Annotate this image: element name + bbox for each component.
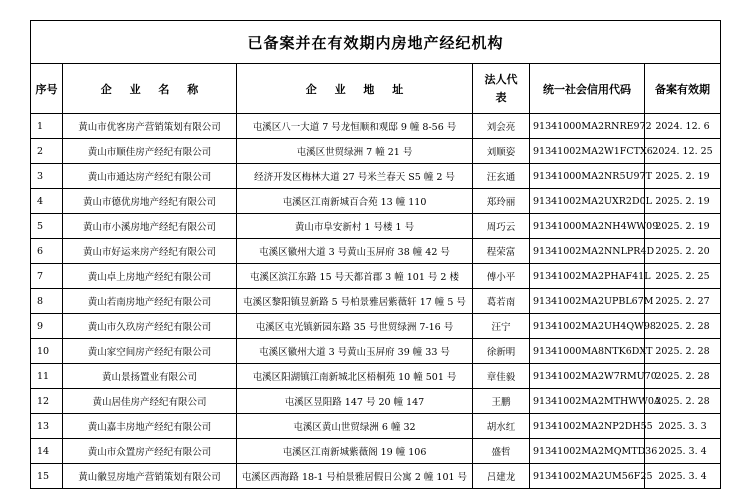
cell-valid-until: 2025. 2. 28 [645, 389, 721, 414]
cell-seq: 14 [31, 439, 63, 464]
cell-legal-rep: 刘会亮 [473, 114, 530, 139]
cell-legal-rep: 徐新明 [473, 339, 530, 364]
agency-registry-sheet [30, 20, 721, 489]
cell-company-address: 屯溪区黎阳镇昱新路 5 号柏景雅居紫薇轩 17 幢 5 号 [237, 289, 473, 314]
cell-valid-until: 2025. 2. 19 [645, 164, 721, 189]
table-row [31, 114, 721, 139]
cell-valid-until: 2025. 2. 28 [645, 314, 721, 339]
cell-company-name: 黄山卓上房地产经纪有限公司 [63, 264, 237, 289]
cell-credit-code: 91341002MA2UH4QW98 [530, 314, 645, 339]
table-row [31, 314, 721, 339]
cell-credit-code: 91341002MA2NNLPR4D [530, 239, 645, 264]
header-legal-rep: 法人代表 [484, 72, 518, 104]
table-title: 已备案并在有效期内房地产经纪机构 [31, 21, 721, 64]
cell-company-address: 屯溪区黄山世贸绿洲 6 幢 32 [237, 414, 473, 439]
cell-credit-code: 91341002MA2MQMTD36 [530, 439, 645, 464]
cell-credit-code: 91341002MA2NP2DH55 [530, 414, 645, 439]
cell-credit-code: 91341000MA8NTK6DXT [530, 339, 645, 364]
cell-company-address: 屯溪区昱阳路 147 号 20 幢 147 [237, 389, 473, 414]
cell-company-address: 屯溪区徽州大道 3 号黄山玉屏府 39 幢 33 号 [237, 339, 473, 364]
cell-valid-until: 2025. 3. 3 [645, 414, 721, 439]
cell-legal-rep: 汪玄通 [473, 164, 530, 189]
cell-company-address: 经济开发区梅林大道 27 号米兰春天 S5 幢 2 号 [237, 164, 473, 189]
table-row [31, 189, 721, 214]
cell-company-address: 屯溪区徽州大道 3 号黄山玉屏府 38 幢 42 号 [237, 239, 473, 264]
cell-company-name: 黄山市德优房地产经纪有限公司 [63, 189, 237, 214]
cell-credit-code: 91341002MA2MTHWW0A [530, 389, 645, 414]
cell-seq: 5 [31, 214, 63, 239]
table-row [31, 339, 721, 364]
cell-company-address: 屯溪区世贸绿洲 7 幢 21 号 [237, 139, 473, 164]
cell-credit-code: 91341000MA2RNRE972 [530, 114, 645, 139]
cell-company-name: 黄山徽昱房地产营销策划有限公司 [63, 464, 237, 489]
table-row [31, 164, 721, 189]
cell-seq: 9 [31, 314, 63, 339]
table-row [31, 264, 721, 289]
table-row [31, 414, 721, 439]
header-company-name: 企 业 名 称 [63, 64, 237, 114]
table-row [31, 464, 721, 489]
header-valid-until: 备案有效期 [645, 64, 721, 114]
cell-legal-rep: 胡水红 [473, 414, 530, 439]
table-row [31, 214, 721, 239]
cell-valid-until: 2025. 2. 27 [645, 289, 721, 314]
cell-company-address: 屯溪区八一大道 7 号龙恒顺和观邸 9 幢 8-56 号 [237, 114, 473, 139]
cell-valid-until: 2025. 2. 19 [645, 214, 721, 239]
cell-company-name: 黄山市久玖房产经纪有限公司 [63, 314, 237, 339]
table-row [31, 289, 721, 314]
cell-credit-code: 91341000MA2NR5U97T [530, 164, 645, 189]
table-row [31, 389, 721, 414]
cell-company-name: 黄山市通达房产经纪有限公司 [63, 164, 237, 189]
cell-credit-code: 91341002MA2W7RMU70 [530, 364, 645, 389]
cell-company-address: 屯溪区滨江东路 15 号天都首郡 3 幢 101 号 2 楼 [237, 264, 473, 289]
cell-company-address: 屯溪区屯光镇新园东路 35 号世贸绿洲 7-16 号 [237, 314, 473, 339]
cell-company-name: 黄山市顺佳房产经纪有限公司 [63, 139, 237, 164]
cell-company-name: 黄山嘉丰房地产经纪有限公司 [63, 414, 237, 439]
cell-seq: 13 [31, 414, 63, 439]
cell-seq: 4 [31, 189, 63, 214]
cell-legal-rep: 刘顺姿 [473, 139, 530, 164]
table-row [31, 239, 721, 264]
cell-legal-rep: 汪宁 [473, 314, 530, 339]
cell-valid-until: 2025. 3. 4 [645, 464, 721, 489]
cell-seq: 10 [31, 339, 63, 364]
cell-seq: 11 [31, 364, 63, 389]
table-body [31, 114, 721, 489]
cell-valid-until: 2025. 2. 28 [645, 339, 721, 364]
cell-company-name: 黄山景扬置业有限公司 [63, 364, 237, 389]
cell-company-name: 黄山市好运来房产经纪有限公司 [63, 239, 237, 264]
cell-company-address: 屯溪区江南新城百合苑 13 幢 110 [237, 189, 473, 214]
header-legal-rep-cell [473, 64, 530, 114]
cell-valid-until: 2025. 2. 28 [645, 364, 721, 389]
cell-company-address: 黄山市阜安新村 1 号楼 1 号 [237, 214, 473, 239]
cell-company-name: 黄山居佳房产经纪有限公司 [63, 389, 237, 414]
cell-legal-rep: 程荣富 [473, 239, 530, 264]
table-row [31, 439, 721, 464]
cell-valid-until: 2025. 2. 25 [645, 264, 721, 289]
cell-company-name: 黄山市众置房产经纪有限公司 [63, 439, 237, 464]
cell-credit-code: 91341002MA2UPBL67M [530, 289, 645, 314]
cell-valid-until: 2025. 2. 20 [645, 239, 721, 264]
cell-valid-until: 2025. 2. 19 [645, 189, 721, 214]
cell-legal-rep: 葛若南 [473, 289, 530, 314]
header-credit-code: 统一社会信用代码 [530, 64, 645, 114]
cell-credit-code: 91341002MA2PHAF41L [530, 264, 645, 289]
table-row [31, 364, 721, 389]
cell-seq: 6 [31, 239, 63, 264]
cell-seq: 3 [31, 164, 63, 189]
cell-legal-rep: 盛哲 [473, 439, 530, 464]
agency-table [30, 20, 721, 489]
cell-seq: 2 [31, 139, 63, 164]
cell-seq: 1 [31, 114, 63, 139]
cell-legal-rep: 章佳毅 [473, 364, 530, 389]
cell-company-address: 屯溪区西海路 18-1 号柏景雅居假日公寓 2 幢 101 号 [237, 464, 473, 489]
cell-legal-rep: 吕建龙 [473, 464, 530, 489]
header-company-address: 企 业 地 址 [237, 64, 473, 114]
header-seq: 序号 [31, 64, 63, 114]
cell-company-name: 黄山市小溪房地产经纪有限公司 [63, 214, 237, 239]
cell-legal-rep: 郑玲丽 [473, 189, 530, 214]
cell-company-address: 屯溪区阳湖镇江南新城北区梧桐苑 10 幢 501 号 [237, 364, 473, 389]
title-row [31, 21, 721, 64]
cell-seq: 15 [31, 464, 63, 489]
cell-credit-code: 91341002MA2UM56F25 [530, 464, 645, 489]
cell-legal-rep: 傅小平 [473, 264, 530, 289]
cell-seq: 12 [31, 389, 63, 414]
cell-legal-rep: 王鹏 [473, 389, 530, 414]
cell-valid-until: 2024. 12. 25 [645, 139, 721, 164]
cell-valid-until: 2024. 12. 6 [645, 114, 721, 139]
cell-credit-code: 91341002MA2UXR2D0L [530, 189, 645, 214]
table-row [31, 139, 721, 164]
cell-valid-until: 2025. 3. 4 [645, 439, 721, 464]
cell-company-name: 黄山家空间房产经纪有限公司 [63, 339, 237, 364]
cell-seq: 8 [31, 289, 63, 314]
cell-legal-rep: 周巧云 [473, 214, 530, 239]
cell-credit-code: 91341000MA2NH4WW09 [530, 214, 645, 239]
cell-company-name: 黄山若南房地产经纪有限公司 [63, 289, 237, 314]
cell-company-address: 屯溪区江南新城紫薇阁 19 幢 106 [237, 439, 473, 464]
cell-seq: 7 [31, 264, 63, 289]
cell-company-name: 黄山市优客房产营销策划有限公司 [63, 114, 237, 139]
header-row [31, 64, 721, 114]
cell-credit-code: 91341002MA2W1FCTX6 [530, 139, 645, 164]
